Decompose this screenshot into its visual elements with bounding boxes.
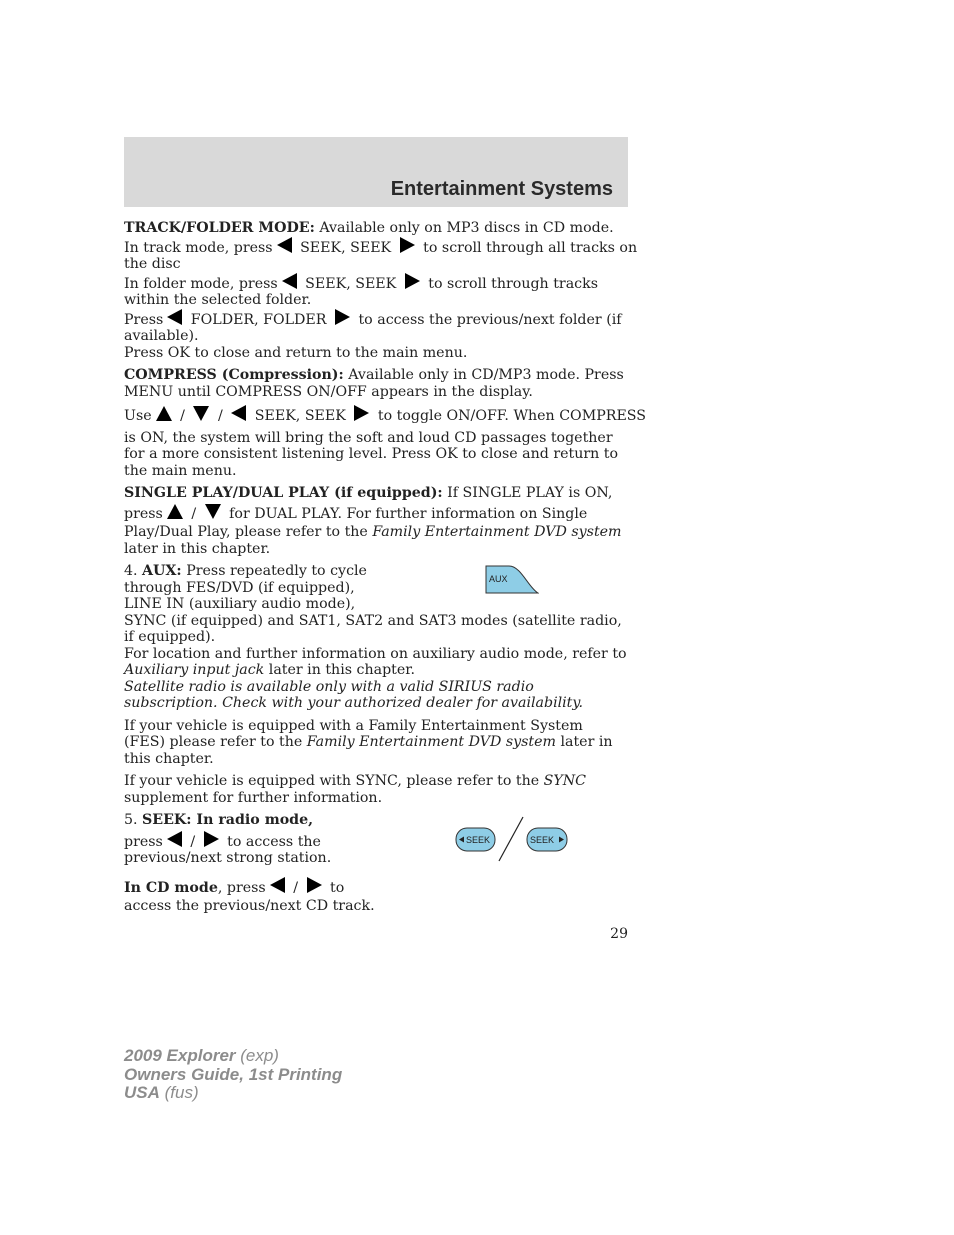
footer: 2009 Explorer (exp) Owners Guide, 1st Printing USA (fus) (124, 1046, 343, 1102)
divider (499, 817, 523, 861)
aux-section: 4. AUX: Press repeatedly to cycle through FES/DVD (if equipped), LINE IN (auxiliary audio mode), SYNC (if equipped) and SAT1, SAT2 and SAT3 modes (satellite radio, if equipped). For location and further information on auxiliary audio mode, refer to Auxiliary input jack later in this chapter. Satellite radio is available only with a valid SIRIUS radio subscription. Check with your authorized dealer for availability. (124, 563, 627, 711)
svg-text:SEEK: SEEK (530, 835, 555, 845)
seek-right-icon (400, 237, 415, 253)
seek-heading: SEEK: In radio mode, (142, 812, 314, 828)
track-folder-heading: TRACK/FOLDER MODE: (124, 220, 315, 236)
down-arrow-icon (193, 406, 209, 421)
single-play-section: SINGLE PLAY/DUAL PLAY (if equipped): If SINGLE PLAY is ON, press / for DUAL PLAY. For further information on Single Play/Dual Play, please refer to the Family Entertainment DVD system later in this chapter. (124, 485, 622, 557)
seek-left-icon (277, 237, 292, 253)
seek-left-icon (270, 877, 285, 893)
seek-right-icon (307, 877, 322, 893)
down-arrow-icon (205, 504, 221, 519)
fes-section: If your vehicle is equipped with a Family Entertainment System (FES) please refer to the Family Entertainment DVD system later in this chapter. (124, 717, 613, 767)
satellite-note: Satellite radio is available only with a valid SIRIUS radio subscription. Check with your authorized dealer for availability. (124, 678, 584, 711)
seek-left-icon (282, 273, 297, 289)
up-arrow-icon (167, 504, 183, 519)
aux-button-illustration (485, 565, 539, 595)
page-number: 29 (610, 926, 628, 942)
aux-heading: AUX: (142, 563, 182, 579)
seek-right-icon (204, 831, 219, 847)
folder-right-icon (335, 309, 350, 325)
svg-text:SEEK: SEEK (466, 835, 491, 845)
folder-left-icon (167, 309, 182, 325)
header-band (124, 137, 628, 207)
sync-section: If your vehicle is equipped with SYNC, please refer to the SYNC supplement for further information. (124, 773, 586, 806)
compress-section: COMPRESS (Compression): Available only in CD/MP3 mode. Press MENU until COMPRESS ON/OFF appears in the display. Use / / SEEK, SEEK to toggle ON/OFF. When COMPRESS is ON, the system will bring the soft and loud CD passages together for a more consistent listening level. Press OK to close and return to the main menu. (124, 367, 646, 479)
seek-right-icon (354, 405, 369, 421)
track-folder-section: TRACK/FOLDER MODE: Available only on MP3 discs in CD mode. In track mode, press SEEK, SEEK to scroll through all tracks on the disc In folder mode, press SEEK, SEEK to scroll through tracks within the selected folder. Press FOLDER, FOLDER to access the previous/next folder (if available). Press OK to close and return to the main menu. (124, 220, 638, 361)
seek-left-icon (231, 405, 246, 421)
seek-left-icon (167, 831, 182, 847)
seek-buttons-illustration (455, 815, 569, 863)
section-title: Entertainment Systems (390, 178, 613, 200)
seek-right-icon (405, 273, 420, 289)
compress-heading: COMPRESS (Compression): (124, 367, 344, 383)
seek-section: 5. SEEK: In radio mode, press / to access the previous/next strong station. In CD mode, press / to access the previous/next CD track. (124, 812, 375, 914)
single-play-heading: SINGLE PLAY/DUAL PLAY (if equipped): (124, 485, 443, 501)
cd-mode-heading: In CD mode (124, 879, 218, 896)
seek-right-button (527, 828, 567, 851)
aux-button-label: AUX (489, 574, 508, 584)
up-arrow-icon (156, 406, 172, 421)
seek-left-button (456, 828, 495, 851)
